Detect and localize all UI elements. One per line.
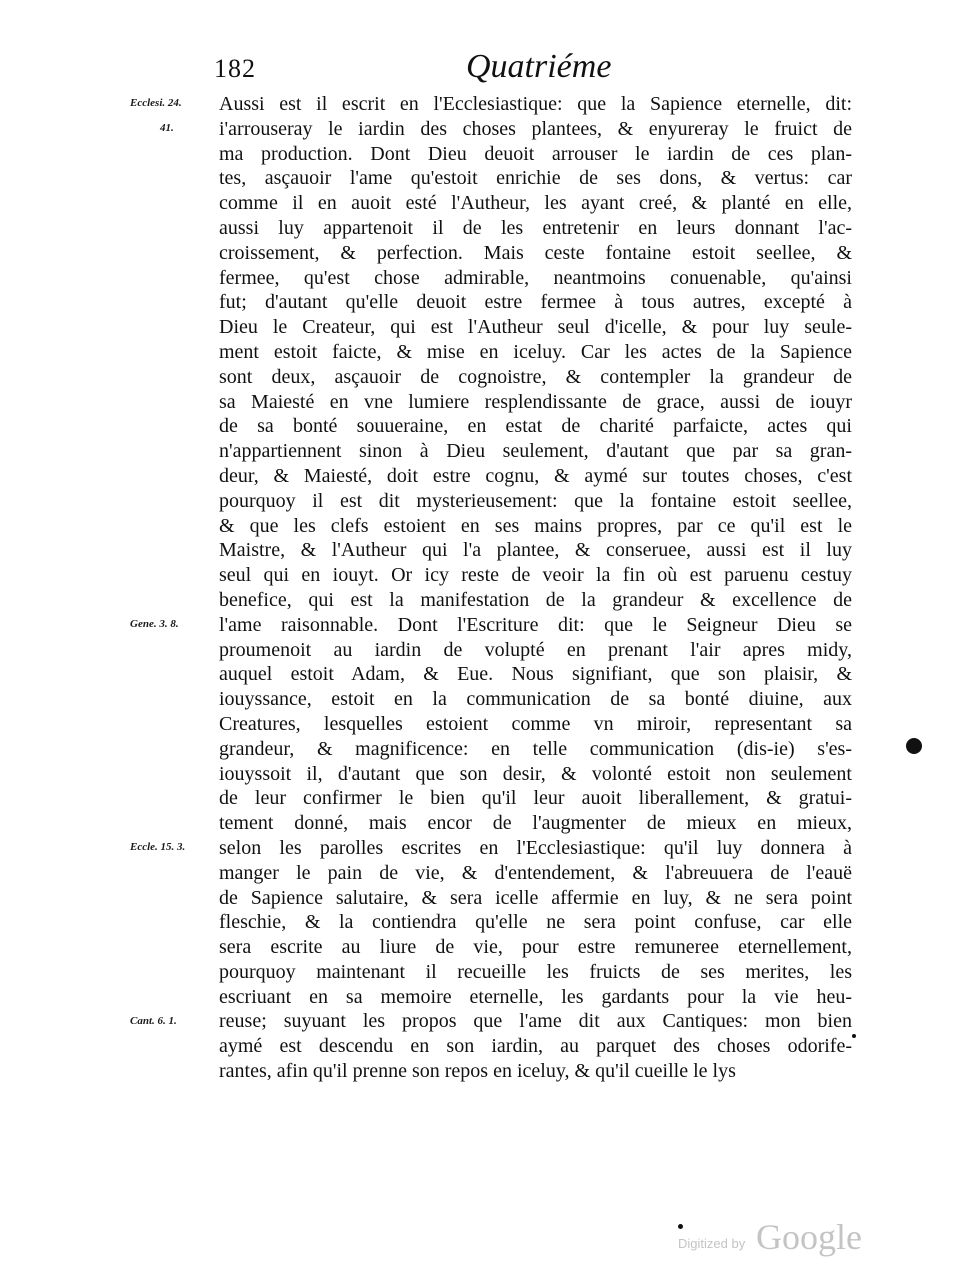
text-line: sont deux, asçauoir de cognoistre, & contempler la grandeur de [219, 365, 852, 388]
text-line: fleschie, & la contiendra qu'elle ne sera point confuse, car elle [219, 911, 852, 934]
body-text [219, 92, 852, 1084]
margin-reference: Ecclesi. 24. [130, 97, 182, 109]
text-line: tes, asçauoir l'ame qu'estoit enrichie de ses dons, & vertus: car [219, 167, 852, 190]
text-line: manger le pain de vie, & d'entendement, & l'abreuuera de l'eauë [219, 861, 852, 884]
digitized-watermark [678, 1216, 878, 1260]
text-line: croissement, & perfection. Mais ceste fontaine estoit seellee, & [219, 241, 852, 264]
text-line: fermee, qu'est chose admirable, neantmoins conuenable, qu'ainsi [219, 266, 852, 289]
text-line: escriuant en sa memoire eternelle, les gardants pour la vie heu- [219, 985, 852, 1008]
text-line: n'appartiennent sinon à Dieu seulement, d'autant que par sa gran- [219, 440, 852, 463]
text-line: auquel estoit Adam, & Eue. Nous signifiant, que son plaisir, & [219, 663, 852, 686]
text-line: tement donné, mais encor de l'augmenter de mieux en mieux, [219, 812, 852, 835]
ink-speck [852, 1034, 856, 1038]
margin-reference: Eccle. 15. 3. [130, 841, 186, 853]
text-line: reuse; suyuant les propos que l'ame dit aux Cantiques: mon bien [219, 1010, 852, 1033]
text-line: iouyssoit il, d'autant que son desir, & volonté estoit non seulement [219, 762, 852, 785]
text-line: de sa bonté souueraine, en estat de charité parfaicte, actes qui [219, 415, 852, 438]
margin-reference: Cant. 6. 1. [130, 1014, 177, 1027]
text-line: aussi luy appartenoit il de les entretenir en leurs donnant l'ac- [219, 216, 852, 239]
text-line: iouyssance, estoit en la communication de sa bonté diuine, aux [219, 688, 852, 711]
text-line: selon les parolles escrites en l'Ecclesiastique: qu'il luy donnera à [219, 836, 852, 859]
text-line: grandeur, & magnificence: en telle communication (dis-ie) s'es- [219, 737, 852, 760]
ink-speck [906, 738, 922, 754]
text-line: de Sapience salutaire, & sera icelle affermie en luy, & ne sera point [219, 886, 852, 909]
google-logo: Google [756, 1217, 862, 1257]
page-number: 182 [214, 54, 256, 83]
text-line: sera escrite au liure de vie, pour estre remuneree eternellement, [219, 936, 852, 959]
text-line: aymé est descendu en son iardin, au parquet des choses odorife- [219, 1035, 852, 1058]
text-line: fut; d'autant qu'elle deuoit estre fermee à tous autres, excepté à [219, 291, 852, 314]
text-line: deur, & Maiesté, doit estre cognu, & aymé sur toutes choses, c'est [219, 464, 852, 487]
text-line: & que les clefs estoient en ses mains propres, par ce qu'il est le [219, 514, 852, 537]
text-line: Maistre, & l'Autheur qui l'a plantee, & conseruee, aussi est il luy [219, 539, 852, 562]
text-line: rantes, afin qu'il prenne son repos en iceluy, & qu'il cueille le lys [219, 1060, 736, 1083]
text-line: de leur confirmer le bien qu'il leur auoit liberallement, & gratui- [219, 787, 852, 810]
running-head: Quatriéme [466, 48, 612, 85]
text-line: benefice, qui est la manifestation de la grandeur & excellence de [219, 588, 852, 611]
margin-reference: Gene. 3. 8. [130, 617, 179, 630]
watermark-prefix: Digitized by [678, 1236, 746, 1251]
margin-reference: 41. [160, 121, 174, 134]
text-line: seul qui en iouyt. Or icy reste de veoir la fin où est paruenu cestuy [219, 564, 852, 587]
text-line: i'arrouseray le iardin des choses plantees, & enyureray le fruict de [219, 117, 852, 140]
text-line: proumenoit au iardin de volupté en prenant l'air apres midy, [219, 638, 852, 661]
text-line: Creatures, lesquelles estoient comme vn miroir, representant sa [219, 712, 852, 735]
text-line: sa Maiesté en vne lumiere resplendissante de grace, aussi de iouyr [219, 390, 852, 413]
text-line: ma production. Dont Dieu deuoit arrouser le iardin de ces plan- [219, 142, 852, 165]
text-line: ment estoit faicte, & mise en iceluy. Car les actes de la Sapience [219, 340, 852, 363]
text-line: Aussi est il escrit en l'Ecclesiastique: que la Sapience eternelle, dit: [219, 93, 852, 115]
text-line: Dieu le Createur, qui est l'Autheur seul d'icelle, & pour luy seule- [219, 316, 852, 339]
text-line: comme il en auoit esté l'Autheur, les ayant creé, & planté en elle, [219, 192, 852, 215]
page-header [0, 48, 967, 92]
text-line: pourquoy il est dit mysterieusement: que la fontaine estoit seellee, [219, 489, 852, 512]
text-line: pourquoy maintenant il recueille les fruicts de ses merites, les [219, 960, 852, 983]
text-line: l'ame raisonnable. Dont l'Escriture dit: que le Seigneur Dieu se [219, 613, 852, 636]
